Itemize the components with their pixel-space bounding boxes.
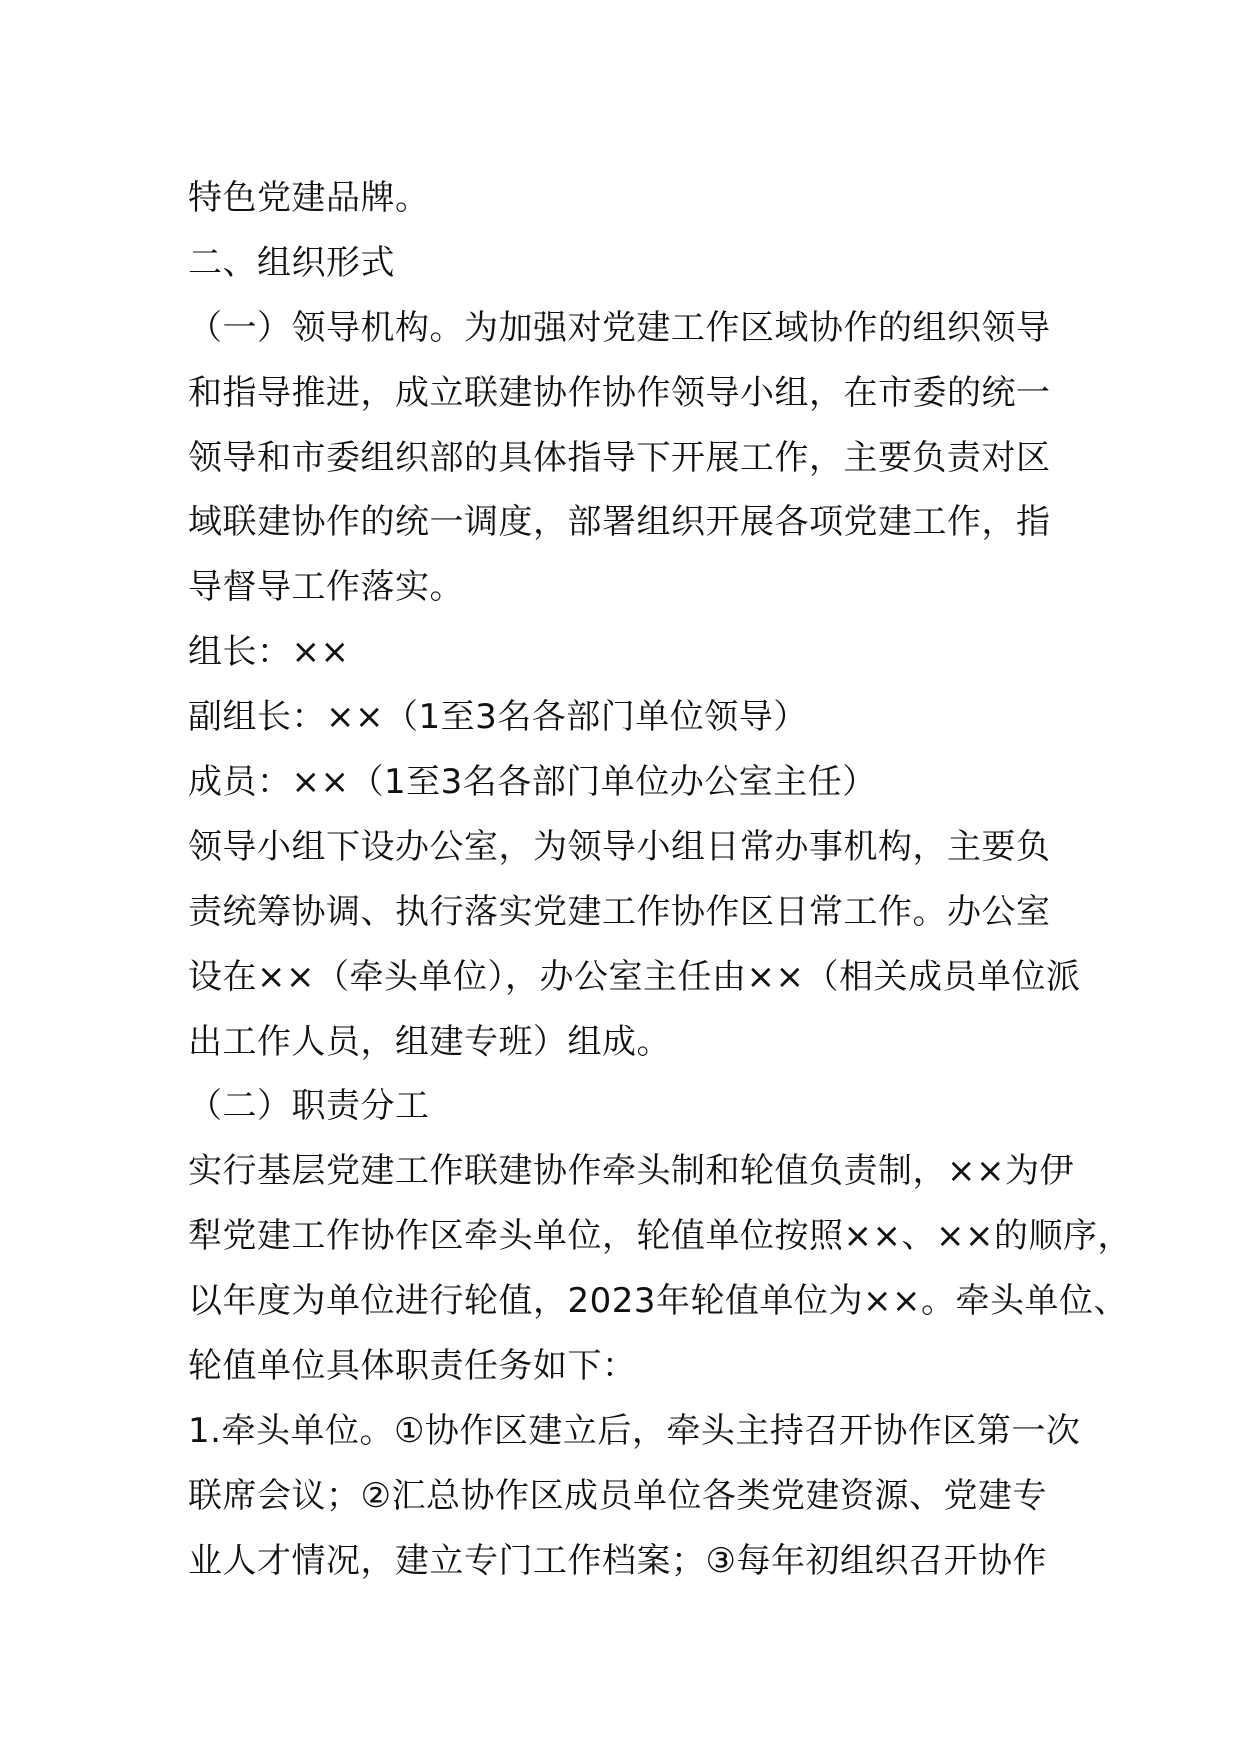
paragraph-line: 联席会议；②汇总协作区成员单位各类党建资源、党建专	[188, 1475, 1047, 1516]
paragraph-line: 领导和市委组织部的具体指导下开展工作，主要负责对区	[188, 437, 1051, 478]
paragraph-line: （一）领导机构。为加强对党建工作区域协作的组织领导	[188, 307, 1051, 348]
paragraph-line: 成员：××（1至3名各部门单位办公室主任）	[188, 762, 877, 803]
paragraph-line: 责统筹协调、执行落实党建工作协作区日常工作。办公室	[188, 891, 1051, 932]
paragraph-line: 轮值单位具体职责任务如下：	[188, 1346, 637, 1387]
paragraph-line: 导督导工作落实。	[188, 567, 464, 608]
paragraph-line: 出工作人员，组建专班）组成。	[188, 1021, 671, 1062]
section-heading: 二、组织形式	[188, 242, 395, 283]
paragraph-line: 域联建协作的统一调度，部署组织开展各项党建工作，指	[188, 502, 1051, 543]
document-body	[188, 166, 1132, 1594]
paragraph-line: 设在××（牵头单位），办公室主任由××（相关成员单位派	[188, 956, 1081, 997]
paragraph-line: 实行基层党建工作联建协作牵头制和轮值负责制，××为伊	[188, 1151, 1074, 1192]
paragraph-line: 副组长：××（1至3名各部门单位领导）	[188, 697, 808, 738]
paragraph-line: 领导小组下设办公室，为领导小组日常办事机构，主要负	[188, 826, 1051, 867]
paragraph-line: 组长：××	[188, 632, 350, 673]
paragraph-line: 以年度为单位进行轮值，2023年轮值单位为××。牵头单位、	[188, 1281, 1129, 1322]
paragraph-line: 1.牵头单位。①协作区建立后，牵头主持召开协作区第一次	[188, 1410, 1081, 1451]
paragraph-line: 业人才情况，建立专门工作档案；③每年初组织召开协作	[188, 1540, 1047, 1581]
subsection-heading: （二）职责分工	[188, 1086, 430, 1127]
paragraph-line: 和指导推进，成立联建协作协作领导小组，在市委的统一	[188, 372, 1051, 413]
paragraph-line: 特色党建品牌。	[188, 178, 430, 218]
paragraph-line: 犁党建工作协作区牵头单位，轮值单位按照××、××的顺序，	[188, 1216, 1132, 1257]
